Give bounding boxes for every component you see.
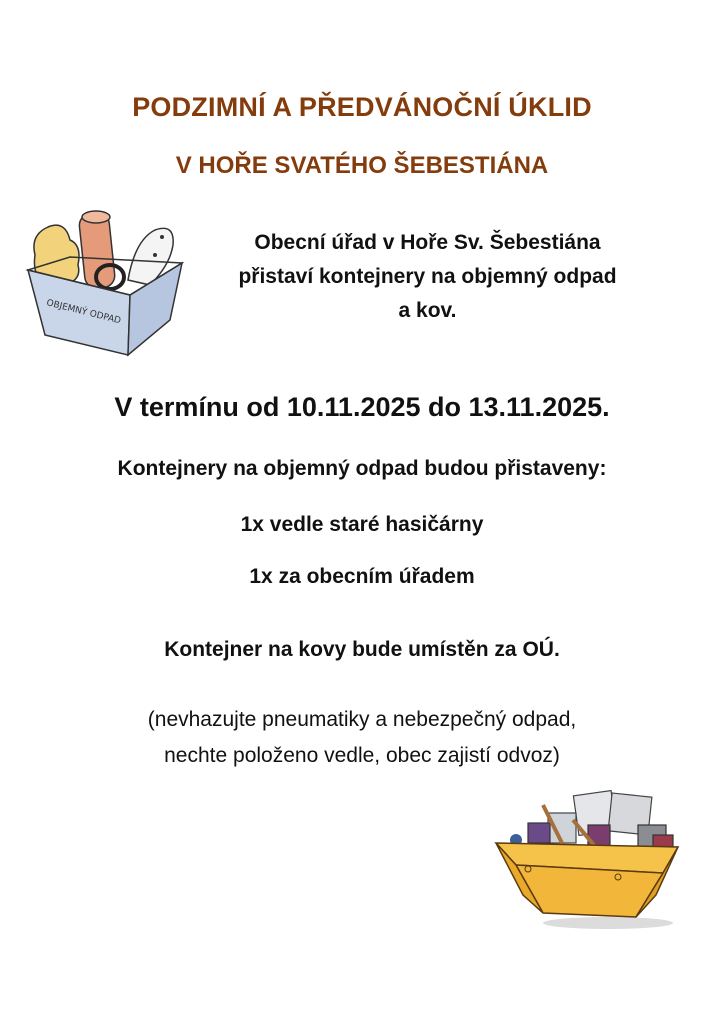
note-paragraph	[0, 702, 724, 774]
metal-container-info: Kontejner na kovy bude umístěn za OÚ.	[164, 638, 560, 661]
intro-line-1: Obecní úřad v Hoře Sv. Šebestiána	[254, 231, 601, 254]
note-line-1: (nevhazujte pneumatiky a nebezpečný odpad,	[147, 708, 577, 731]
date-range: V termínu od 10.11.2025 do 13.11.2025.	[114, 392, 610, 422]
title-line-1: PODZIMNÍ A PŘEDVÁNOČNÍ ÚKLID	[132, 92, 592, 122]
intro-line-2: přistaví kontejnery na objemný odpad	[238, 265, 617, 288]
containers-heading: Kontejnery na objemný odpad budou přistaveny:	[117, 457, 607, 480]
bin-label: OBJEMNÝ ODPAD	[45, 298, 122, 327]
bulky-waste-bin-icon	[10, 205, 195, 365]
location-item: 1x za obecním úřadem	[249, 565, 475, 588]
waste-skip-container-icon	[488, 785, 688, 930]
title-line-2: V HOŘE SVATÉHO ŠEBESTIÁNA	[175, 152, 549, 179]
location-item: 1x vedle staré hasičárny	[240, 513, 484, 536]
note-line-2: nechte položeno vedle, obec zajistí odvoz)	[164, 744, 560, 767]
intro-paragraph	[205, 226, 650, 328]
intro-line-3: a kov.	[398, 299, 457, 322]
